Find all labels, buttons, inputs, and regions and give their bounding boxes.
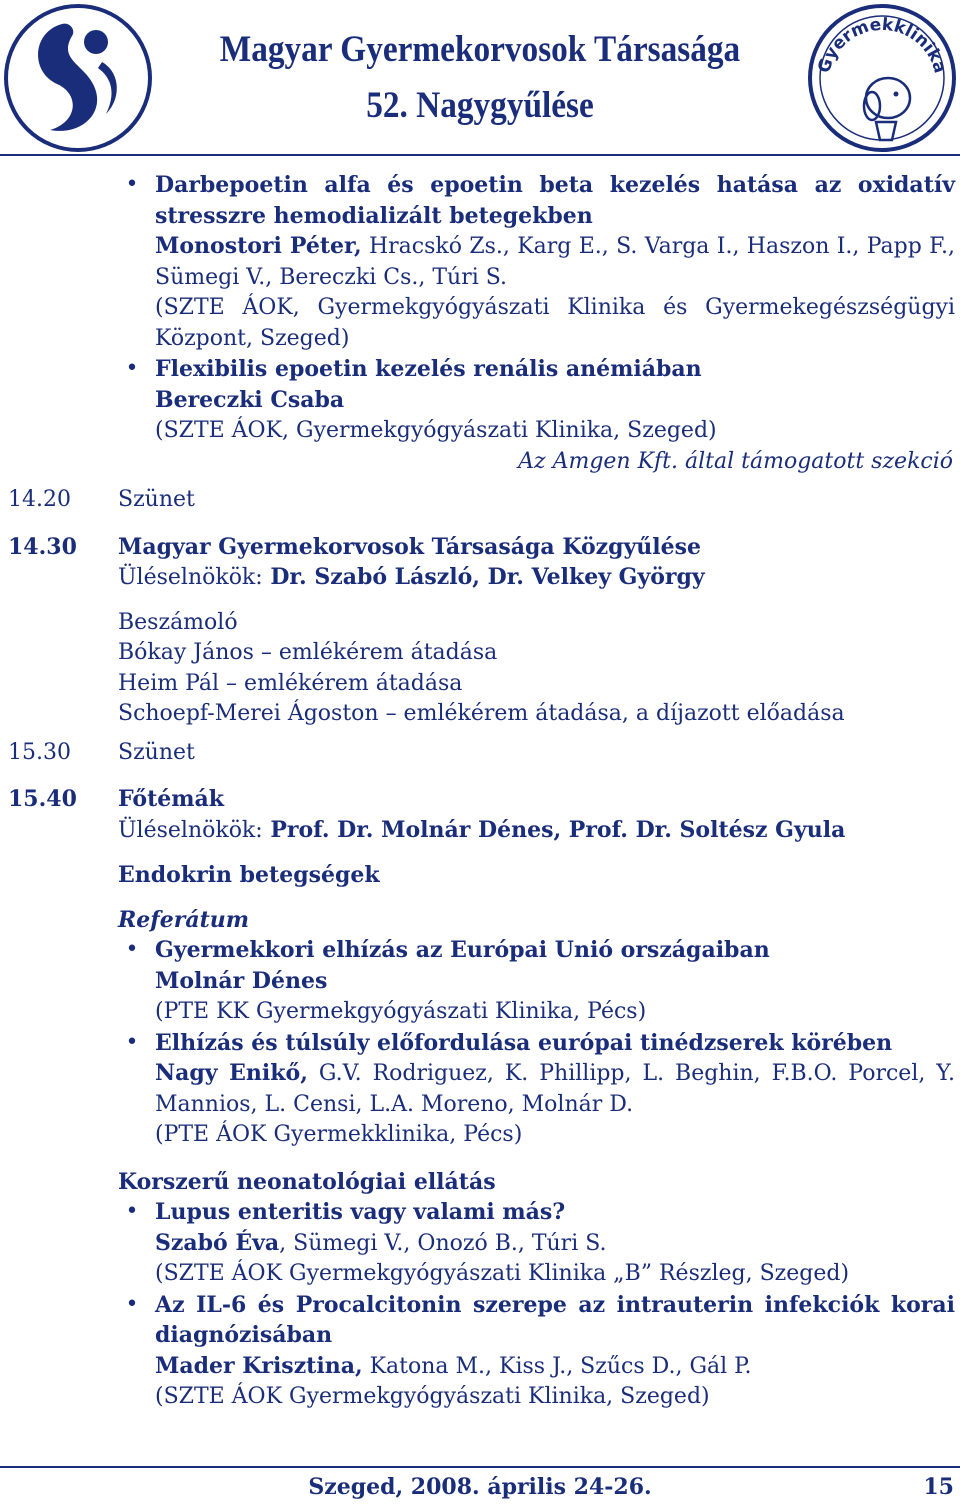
lead-author: Molnár Dénes <box>155 967 328 994</box>
presentation-authors <box>155 385 955 417</box>
presentation-authors <box>155 1058 955 1120</box>
presentation-authors <box>155 231 955 293</box>
session-time: 14.30 <box>8 533 77 560</box>
session-row <box>0 784 960 815</box>
lead-author: Szabó Éva <box>155 1229 280 1256</box>
break-label: Szünet <box>118 487 195 512</box>
presentation-title: Darbepoetin alfa és epoetin beta kezelés hatása az oxidatív stresszre hemodializált betegekben <box>155 172 955 229</box>
bullet-icon: • <box>125 172 139 197</box>
chairs-label: Üléselnökök: <box>118 565 263 590</box>
bullet-icon: • <box>125 1029 139 1055</box>
break-row <box>0 738 960 769</box>
lead-author: Bereczki Csaba <box>155 386 345 413</box>
affiliation: (SZTE ÁOK Gyermekgyógyászati Klinika „B” Részleg, Szeged) <box>155 1261 850 1286</box>
program-content <box>0 170 960 1413</box>
bullet-icon: • <box>125 1291 139 1317</box>
chairs-names: Dr. Szabó László, Dr. Velkey György <box>262 564 705 590</box>
list-item <box>125 170 955 354</box>
topic-heading: Korszerű neonatológiai ellátás <box>118 1168 496 1195</box>
list-item <box>125 1290 955 1413</box>
session-time: 15.40 <box>8 786 77 812</box>
footer-divider <box>0 1466 960 1468</box>
affiliation: (SZTE ÁOK, Gyermekgyógyászati Klinika és Gyermekegészségügyi Központ, Szeged) <box>155 295 955 351</box>
coauthors: , Sümegi V., Onozó B., Túri S. <box>279 1230 607 1256</box>
session-title: Főtémák <box>118 786 225 812</box>
presentation-authors <box>155 1351 955 1383</box>
affiliation: (PTE KK Gyermekgyógyászati Klinika, Pécs) <box>155 999 647 1024</box>
session-title: Magyar Gyermekorvosok Társasága Közgyűlése <box>118 533 702 560</box>
list-item <box>125 1197 955 1290</box>
list-item <box>125 1028 955 1151</box>
presentation-title: Lupus enteritis vagy valami más? <box>155 1199 566 1225</box>
footer-location-date: Szeged, 2008. április 24-26. <box>308 1474 652 1500</box>
header-title: Magyar Gyermekorvosok Társasága <box>219 29 741 70</box>
affiliation: (PTE ÁOK Gyermekklinika, Pécs) <box>155 1122 523 1147</box>
page-header <box>0 0 960 158</box>
clinic-logo-text: Gyermekklinika <box>814 14 950 76</box>
break-time: 15.30 <box>8 739 71 765</box>
society-logo-icon <box>2 2 154 154</box>
page-number: 15 <box>923 1474 954 1500</box>
bullet-icon: • <box>125 1199 139 1224</box>
break-row <box>0 485 960 516</box>
session-chairs <box>118 815 960 847</box>
break-label: Szünet <box>118 739 195 765</box>
agenda-item: Schoepf-Merei Ágoston – emlékérem átadása, a díjazott előadása <box>118 701 845 726</box>
session-row <box>0 532 960 563</box>
agenda-item: Beszámoló <box>118 609 238 635</box>
presentation-authors <box>155 966 955 998</box>
topic-heading: Endokrin betegségek <box>118 862 380 888</box>
chairs-label: Üléselnökök: <box>118 817 263 843</box>
lead-author: Nagy Enikő, <box>155 1060 308 1086</box>
coauthors: G.V. Rodriguez, K. Phillipp, L. Beghin, F.B.O. Porcel, Y. Mannios, L. Censi, L.A. Moreno, Molnár D. <box>155 1061 955 1117</box>
chairs-names: Prof. Dr. Molnár Dénes, Prof. Dr. Soltész Gyula <box>262 816 846 843</box>
header-subtitle: 52. Nagygyűlése <box>366 85 594 126</box>
agenda-item: Heim Pál – emlékérem átadása <box>118 670 463 696</box>
list-item <box>125 354 955 477</box>
lead-author: Mader Krisztina, <box>155 1352 363 1379</box>
session-chairs <box>118 562 960 594</box>
break-time: 14.20 <box>8 487 71 512</box>
topic-subheading: Referátum <box>118 906 250 933</box>
presentation-title: Gyermekkori elhízás az Európai Unió országaiban <box>155 937 770 963</box>
presentation-title: Flexibilis epoetin kezelés renális anémiában <box>155 356 702 382</box>
affiliation: (SZTE ÁOK Gyermekgyógyászati Klinika, Szeged) <box>155 1384 710 1409</box>
clinic-logo-icon <box>806 2 958 154</box>
sponsor-note: Az Amgen Kft. által támogatott szekció <box>518 448 953 474</box>
presentation-title: Elhízás és túlsúly előfordulása európai tinédzserek körében <box>155 1029 893 1056</box>
agenda-item: Bókay János – emlékérem átadása <box>118 640 498 665</box>
bullet-icon: • <box>125 937 139 962</box>
presentation-title: Az IL-6 és Procalcitonin szerepe az intrauterin infekciók korai diagnózisában <box>155 1291 955 1348</box>
presentation-authors <box>155 1228 955 1260</box>
list-item <box>125 935 955 1028</box>
coauthors: Katona M., Kiss J., Szűcs D., Gál P. <box>362 1353 752 1379</box>
coauthors: Hracskó Zs., Karg E., S. Varga I., Haszon I., Papp F., Sümegi V., Bereczki Cs., Túri S. <box>155 234 955 290</box>
lead-author: Monostori Péter, <box>155 233 362 259</box>
affiliation: (SZTE ÁOK, Gyermekgyógyászati Klinika, Szeged) <box>155 418 717 443</box>
header-divider <box>0 154 960 156</box>
bullet-icon: • <box>125 356 139 381</box>
